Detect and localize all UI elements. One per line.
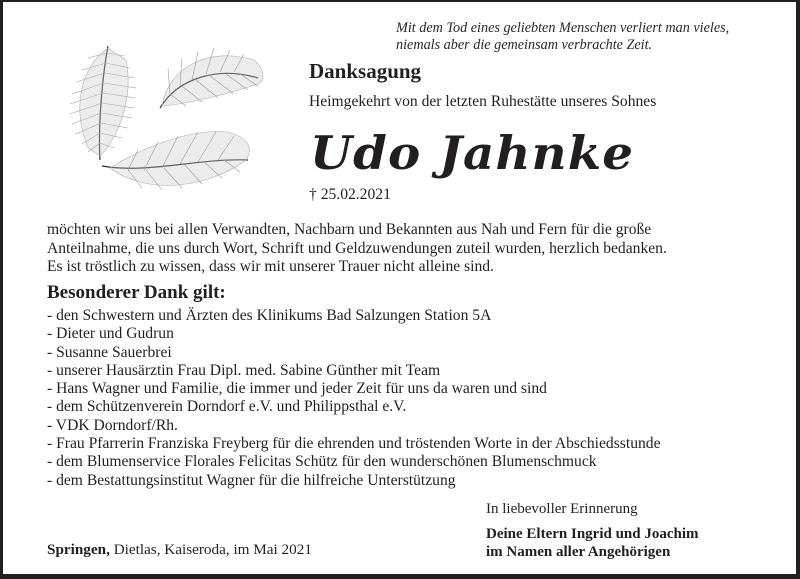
intro-line: Es ist tröstlich zu wissen, dass wir mit unserer Trauer nicht alleine sind. [47, 258, 494, 275]
list-item: - Dieter und Gudrun [47, 325, 174, 343]
list-item: - den Schwestern und Ärzten des Klinikums Bad Salzungen Station 5A [47, 307, 492, 324]
quote-line: niemals aber die gemeinsam verbrachte Zeit. [396, 37, 653, 53]
intro-line: möchten wir uns bei allen Verwandten, Nachbarn und Bekannten aus Nah und Fern für die große [47, 221, 652, 238]
memorial-quote [396, 20, 729, 54]
intro-paragraph [47, 221, 667, 277]
intro-line: Anteilnahme, die uns durch Wort, Schrift und Geldzuwendungen zuteil wurden, herzlich bedanken. [47, 239, 667, 257]
signature [486, 525, 699, 561]
thanks-heading: Besonderer Dank gilt: [47, 282, 226, 303]
place-rest: Dietlas, Kaiseroda, im Mai 2021 [109, 541, 312, 558]
list-item: - dem Bestattungsinstitut Wagner für die hilfreiche Unterstützung [47, 471, 456, 489]
signature-line: Deine Eltern Ingrid und Joachim [486, 526, 699, 542]
page-title: Danksagung [309, 59, 422, 83]
list-item: - dem Blumenservice Florales Felicitas Schütz für den wunderschönen Blumenschmuck [47, 453, 597, 471]
quote-line: Mit dem Tod eines geliebten Menschen verliert man vieles, [396, 20, 730, 36]
list-item: - unserer Hausärztin Frau Dipl. med. Sabine Günther mit Team [47, 361, 441, 379]
thanks-list [47, 307, 661, 490]
closing-lead: In liebevoller Erinnerung [486, 501, 638, 517]
signature-line: im Namen aller Angehörigen [486, 544, 671, 560]
deceased-name: Udo Jahnke [310, 126, 635, 180]
list-item: - Susanne Sauerbrei [47, 343, 172, 361]
feather-vertical [70, 46, 136, 160]
feather-bottom [102, 132, 249, 190]
list-item: - dem Schützenverein Dorndorf e.V. und Philippsthal e.V. [47, 398, 407, 416]
obituary-notice [3, 2, 796, 574]
subtitle: Heimgekehrt von der letzten Ruhestätte unseres Sohnes [309, 93, 657, 110]
list-item: - VDK Dorndorf/Rh. [47, 416, 178, 434]
feathers-icon [58, 38, 273, 198]
feather-upper-right [160, 48, 263, 108]
place-primary: Springen, [47, 541, 110, 558]
list-item: - Frau Pfarrerin Franziska Freyberg für die ehrenden und tröstenden Worte in der Abschiedsstunde [47, 435, 661, 453]
list-item: - Hans Wagner und Familie, die immer und jeder Zeit für uns da waren und sind [47, 380, 547, 398]
death-date: † 25.02.2021 [309, 186, 391, 203]
place-and-date [47, 541, 312, 559]
